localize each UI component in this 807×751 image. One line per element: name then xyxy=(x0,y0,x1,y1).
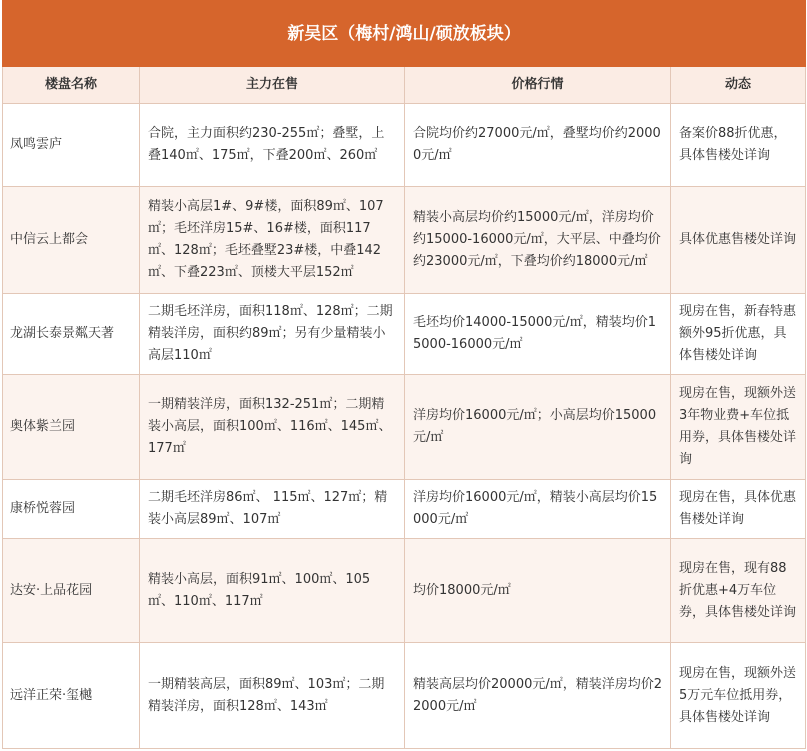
main-sale: 合院，主力面积约230-255㎡；叠墅，上叠140㎡、175㎡，下叠200㎡、260㎡ xyxy=(140,104,405,187)
main-sale: 一期精装高层，面积89㎡、103㎡；二期精装洋房，面积128㎡、143㎡ xyxy=(140,643,405,749)
project-name: 中信云上都会 xyxy=(3,187,140,294)
table-row xyxy=(3,643,806,749)
table-row xyxy=(3,480,806,539)
project-name: 凤鸣雲庐 xyxy=(3,104,140,187)
table-row xyxy=(3,104,806,187)
price-info: 洋房均价16000元/㎡，精装小高层均价15000元/㎡ xyxy=(405,480,671,539)
project-name: 康桥悦蓉园 xyxy=(3,480,140,539)
project-name: 奥体紫兰园 xyxy=(3,375,140,480)
header-main: 主力在售 xyxy=(140,67,405,104)
price-info: 精装高层均价20000元/㎡，精装洋房均价22000元/㎡ xyxy=(405,643,671,749)
news-info: 具体优惠售楼处详询 xyxy=(671,187,806,294)
main-sale: 精装小高层1#、9#楼，面积89㎡、107㎡；毛坯洋房15#、16#楼，面积117㎡、128㎡；毛坯叠墅23#楼，中叠142㎡、下叠223㎡、顶楼大平层152㎡ xyxy=(140,187,405,294)
table-row xyxy=(3,187,806,294)
header-name: 楼盘名称 xyxy=(3,67,140,104)
main-sale: 精装小高层，面积91㎡、100㎡、105㎡、110㎡、117㎡ xyxy=(140,539,405,643)
project-name: 龙湖长泰景粼天著 xyxy=(3,294,140,375)
news-info: 备案价88折优惠，具体售楼处详询 xyxy=(671,104,806,187)
price-info: 均价18000元/㎡ xyxy=(405,539,671,643)
title-row xyxy=(3,1,806,67)
price-info: 毛坯均价14000-15000元/㎡，精装均价15000-16000元/㎡ xyxy=(405,294,671,375)
table-row xyxy=(3,375,806,480)
price-info: 洋房均价16000元/㎡；小高层均价15000元/㎡ xyxy=(405,375,671,480)
listing-table xyxy=(2,0,806,749)
news-info: 现房在售，新春特惠额外95折优惠，具体售楼处详询 xyxy=(671,294,806,375)
news-info: 现房在售，现额外送3年物业费+车位抵用券，具体售楼处详询 xyxy=(671,375,806,480)
table-row xyxy=(3,294,806,375)
price-info: 精装小高层均价约15000元/㎡，洋房均价约15000-16000元/㎡，大平层、中叠均价约23000元/㎡，下叠均价约18000元/㎡ xyxy=(405,187,671,294)
table-title: 新吴区（梅村/鸿山/硕放板块） xyxy=(3,1,806,67)
main-sale: 一期精装洋房，面积132-251㎡；二期精装小高层，面积100㎡、116㎡、145㎡、177㎡ xyxy=(140,375,405,480)
header-price: 价格行情 xyxy=(405,67,671,104)
main-sale: 二期毛坯洋房，面积118㎡、128㎡；二期精装洋房，面积约89㎡；另有少量精装小高层110㎡ xyxy=(140,294,405,375)
project-name: 远洋正荣·玺樾 xyxy=(3,643,140,749)
main-sale: 二期毛坯洋房86㎡、 115㎡、127㎡；精装小高层89㎡、107㎡ xyxy=(140,480,405,539)
table-row xyxy=(3,539,806,643)
news-info: 现房在售，现额外送5万元车位抵用券，具体售楼处详询 xyxy=(671,643,806,749)
project-name: 达安·上品花园 xyxy=(3,539,140,643)
price-info: 合院均价约27000元/㎡，叠墅均价约20000元/㎡ xyxy=(405,104,671,187)
news-info: 现房在售，具体优惠售楼处详询 xyxy=(671,480,806,539)
news-info: 现房在售，现有88折优惠+4万车位券，具体售楼处详询 xyxy=(671,539,806,643)
header-news: 动态 xyxy=(671,67,806,104)
header-row xyxy=(3,67,806,104)
